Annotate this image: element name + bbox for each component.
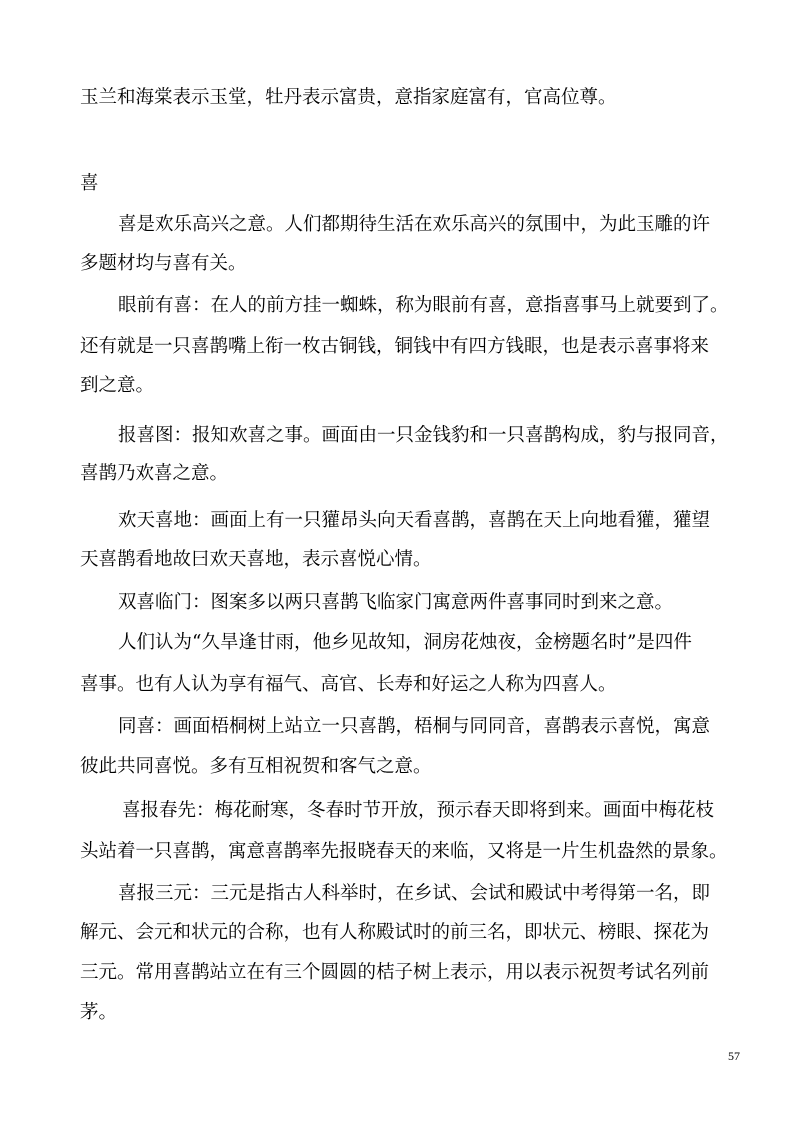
paragraph-line: 三元。常用喜鹊站立在有三个圆圆的桔子树上表示，用以表示祝贺考试名列前 <box>80 962 710 983</box>
page-number: 57 <box>728 1049 740 1063</box>
paragraph-line: 还有就是一只喜鹊嘴上衔一枚古铜钱，铜钱中有四方钱眼，也是表示喜事将来 <box>80 336 710 357</box>
paragraph-line: 茅。 <box>80 1002 118 1023</box>
paragraph-line: 喜是欢乐高兴之意。人们都期待生活在欢乐高兴的氛围中，为此玉雕的许 <box>118 214 711 235</box>
paragraph-line: 喜报三元：三元是指古人科举时，在乡试、会试和殿试中考得第一名，即 <box>118 883 711 904</box>
paragraph-line: 喜鹊乃欢喜之意。 <box>80 463 229 484</box>
paragraph-line: 解元、会元和状元的合称，也有人称殿试时的前三名，即状元、榜眼、探花为 <box>80 922 710 943</box>
paragraph-line: 喜事。也有人认为享有福气、高官、长寿和好运之人称为四喜人。 <box>80 674 617 695</box>
paragraph-line: 多题材均与喜有关。 <box>80 253 247 274</box>
paragraph-line: 彼此共同喜悦。多有互相祝贺和客气之意。 <box>80 756 432 777</box>
section-heading: 喜 <box>80 173 99 194</box>
paragraph-line: 喜报春先：梅花耐寒，冬春时节开放，预示春天即将到来。画面中梅花枝 <box>122 800 715 821</box>
paragraph-line: 头站着一只喜鹊，寓意喜鹊率先报晓春天的来临，又将是一片生机盎然的景象。 <box>80 841 728 862</box>
paragraph-line: 报喜图：报知欢喜之事。画面由一只金钱豹和一只喜鹊构成，豹与报同音， <box>118 425 729 446</box>
paragraph-line: 人们认为“久旱逢甘雨，他乡见故知，洞房花烛夜，金榜题名时”是四件 <box>118 632 692 653</box>
paragraph-line: 到之意。 <box>80 375 155 396</box>
paragraph-line: 天喜鹊看地故曰欢天喜地，表示喜悦心情。 <box>80 549 432 570</box>
paragraph-line: 欢天喜地：画面上有一只獾昂头向天看喜鹊，喜鹊在天上向地看獾，獾望 <box>118 510 711 531</box>
paragraph-line: 眼前有喜：在人的前方挂一蜘蛛，称为眼前有喜，意指喜事马上就要到了。 <box>118 295 729 316</box>
paragraph-line: 双喜临门：图案多以两只喜鹊飞临家门寓意两件喜事同时到来之意。 <box>118 592 674 613</box>
paragraph-line: 同喜：画面梧桐树上站立一只喜鹊，梧桐与同同音，喜鹊表示喜悦，寓意 <box>118 716 711 737</box>
intro-line: 玉兰和海棠表示玉堂，牡丹表示富贵，意指家庭富有，官高位尊。 <box>80 87 617 108</box>
